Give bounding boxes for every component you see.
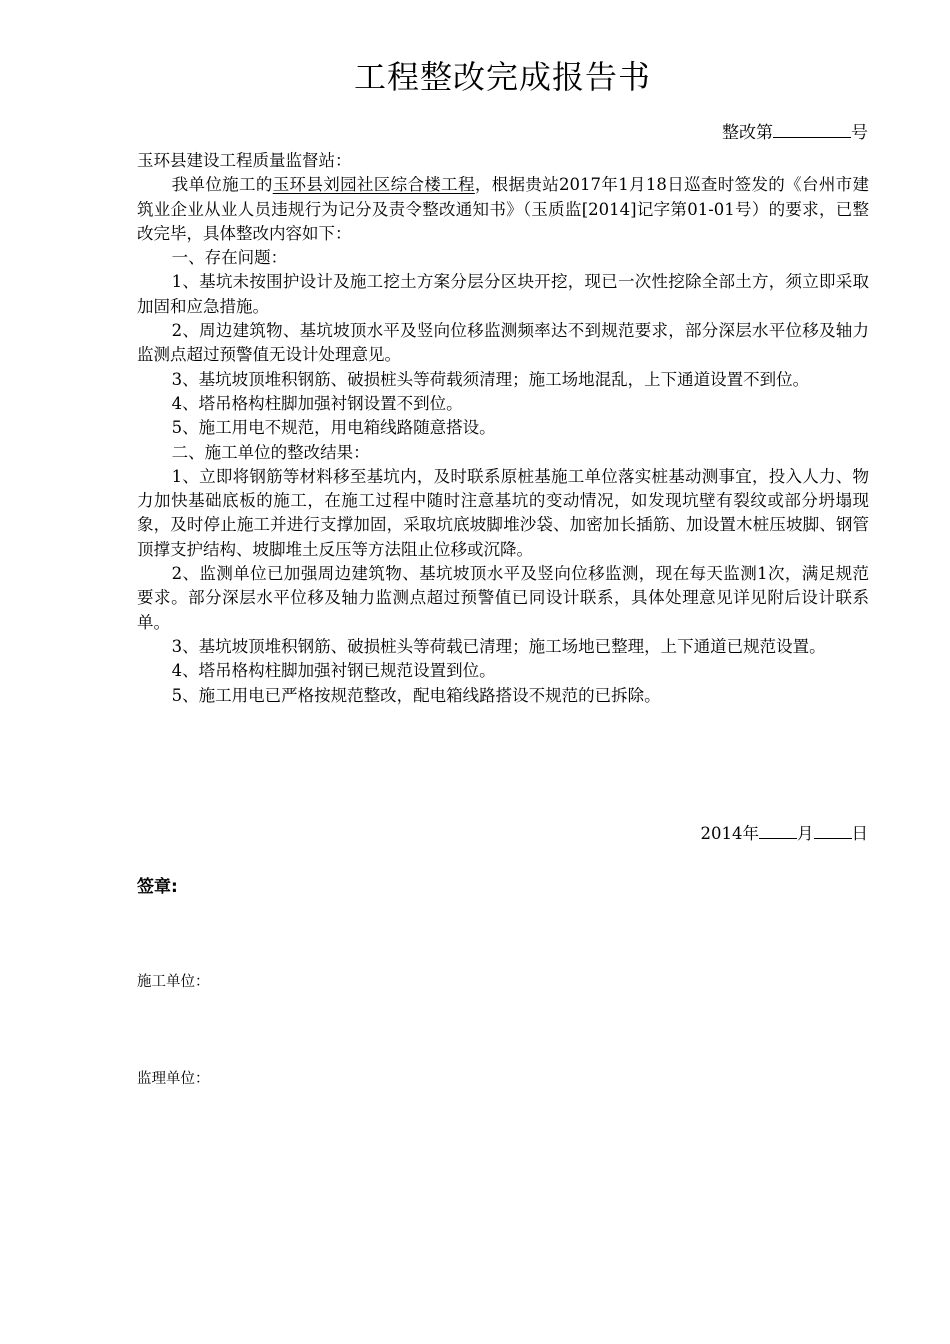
section1-heading: 一、存在问题： [171, 248, 288, 268]
project-name: 玉环县刘园社区综合楼工程 [272, 175, 475, 195]
problem-item: 5、施工用电不规范，用电箱线路随意搭设。 [171, 418, 496, 438]
result-item: 3、基坑坡顶堆积钢筋、破损桩头等荷载已清理；施工场地已整理，上下通道已规范设置。 [171, 636, 826, 656]
ref-prefix: 整改第 [722, 123, 773, 143]
ref-suffix: 号 [851, 123, 868, 143]
problem-item: 4、塔吊格构柱脚加强衬钢设置不到位。 [171, 393, 463, 413]
result-item: 4、塔吊格构柱脚加强衬钢已规范设置到位。 [171, 661, 496, 681]
problem-item: 3、基坑坡顶堆积钢筋、破损桩头等荷载须清理；施工场地混乱，上下通道设置不到位。 [171, 369, 810, 389]
intro-paragraph [137, 173, 869, 246]
day-blank [814, 820, 852, 839]
intro-after: ，根据贵站2017年1月18日巡查时签发的《台州市建筑业企业从业人员违规行为记分及责令整改通知书》（玉质监[2014]记字第01-01号）的要求，已整改完毕，具体整改内容如下： [137, 175, 870, 243]
signature-heading: 签章: [137, 877, 178, 897]
construction-unit-label: 施工单位： [137, 974, 210, 990]
addressee: 玉环县建设工程质量监督站： [137, 151, 352, 170]
date-day: 日 [851, 824, 868, 843]
date-year: 2014年 [700, 824, 759, 843]
month-blank [759, 820, 797, 839]
problem-item: 2、周边建筑物、基坑坡顶水平及竖向位移监测频率达不到规范要求，部分深层水平位移及轴力监测点超过预警值无设计处理意见。 [137, 321, 869, 365]
section2-heading: 二、施工单位的整改结果： [171, 442, 370, 462]
rectification-number-line [722, 118, 868, 143]
date-line [701, 820, 869, 844]
intro-before: 我单位施工的 [171, 175, 273, 195]
supervision-unit-label: 监理单位： [137, 1071, 210, 1087]
problem-item: 1、基坑未按围护设计及施工挖土方案分层分区块开挖，现已一次性挖除全部土方，须立即采取加固和应急措施。 [137, 272, 869, 316]
result-item: 5、施工用电已严格按规范整改，配电箱线路搭设不规范的已拆除。 [171, 685, 661, 705]
ref-number-blank [773, 119, 851, 138]
date-month: 月 [797, 824, 814, 843]
result-item: 1、立即将钢筋等材料移至基坑内，及时联系原桩基施工单位落实桩基动测事宜，投入人力、物力加快基础底板的施工，在施工过程中随时注意基坑的变动情况，如发现坑壁有裂纹或部分坍塌现象，及时停止施工并进行支撑加固，采取坑底坡脚堆沙袋、加密加长插筋、加设置木桩压坡脚、钢管顶撑支护结构、坡脚堆土反压等方法阻止位移或沉降。 [137, 466, 869, 559]
result-item: 2、监测单位已加强周边建筑物、基坑坡顶水平及竖向位移监测，现在每天监测1次，满足规范要求。部分深层水平位移及轴力监测点超过预警值已同设计联系，具体处理意见详见附后设计联系单。 [137, 564, 869, 632]
document-title: 工程整改完成报告书 [353, 58, 651, 96]
report-body [137, 149, 869, 708]
